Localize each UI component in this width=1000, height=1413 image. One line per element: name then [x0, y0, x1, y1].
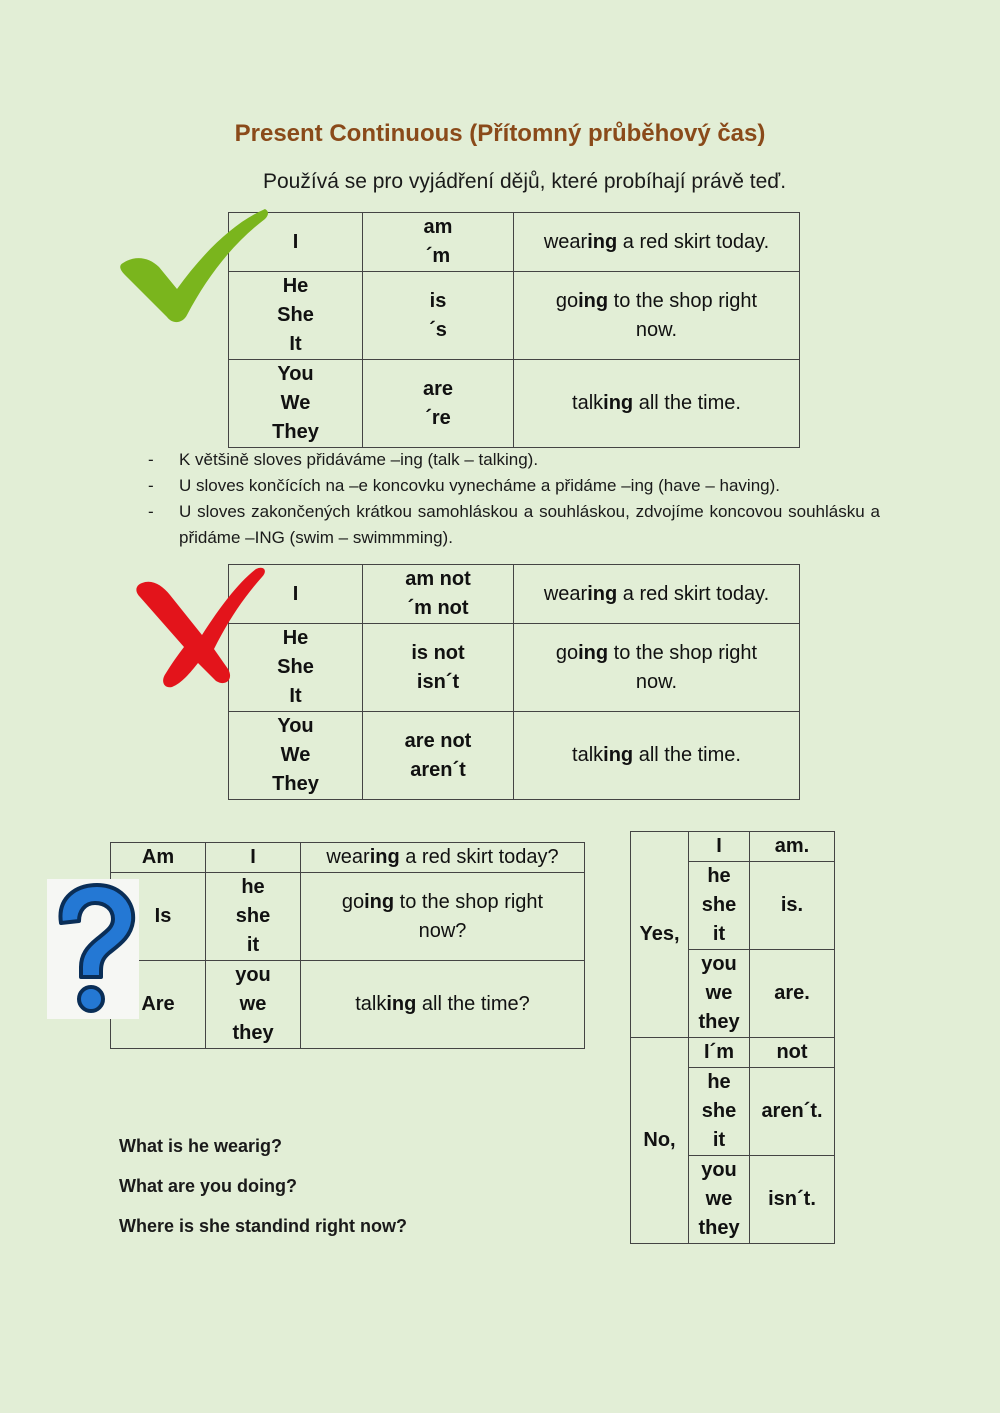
- phrase-rest: to the shop right: [394, 890, 544, 913]
- cell-line: ´re: [425, 406, 451, 429]
- ing-suffix: ing: [603, 392, 634, 414]
- phrase-text: [301, 888, 584, 946]
- subject-list: [206, 843, 300, 872]
- cell-line: am not: [405, 568, 471, 590]
- verb-list: [363, 375, 513, 433]
- cell-line: are: [422, 377, 454, 400]
- phrase-cell: [301, 843, 585, 873]
- cell-line: we: [239, 993, 267, 1015]
- cell-line: it: [712, 1129, 726, 1151]
- question-table: [110, 842, 585, 1049]
- phrase-cell: [301, 961, 585, 1049]
- cell-line: he: [241, 876, 265, 898]
- cell-line: are not: [404, 729, 472, 752]
- phrase-text: [301, 990, 584, 1019]
- affirmative-table: [228, 212, 800, 448]
- verb-stem: talk: [572, 744, 604, 766]
- cell-line: I: [292, 230, 299, 253]
- cell-line: We: [280, 744, 311, 766]
- verb-cell: not: [750, 1038, 835, 1068]
- cell-line: It: [289, 333, 302, 355]
- cell-line: she: [701, 1100, 737, 1122]
- green-check-icon: [115, 205, 270, 330]
- phrase-cell: [514, 213, 800, 272]
- page-subtitle: Používá se pro vyjádření dějů, které probíhají právě teď.: [263, 170, 787, 193]
- aux-cell: Is: [111, 873, 206, 961]
- verb-cell: are.: [750, 950, 835, 1038]
- subject-list: [206, 873, 300, 960]
- verb-stem: go: [555, 289, 579, 312]
- phrase-rest: a red skirt today?: [399, 846, 559, 868]
- aux-cell: Am: [111, 843, 206, 873]
- cell-line: I: [250, 846, 256, 868]
- verb-cell: [363, 712, 514, 800]
- rule-item: - K většině sloves přidáváme –ing (talk – talking).: [148, 450, 539, 469]
- red-cross-icon: [128, 563, 268, 688]
- subject-cell: [689, 1156, 750, 1244]
- verb-list: [363, 565, 513, 623]
- subject-cell: [689, 950, 750, 1038]
- phrase-cell: [514, 624, 800, 712]
- verb-cell: isn´t.: [750, 1156, 835, 1244]
- cell-line: They: [272, 421, 319, 443]
- ing-suffix: ing: [587, 230, 618, 253]
- cell-line: am: [423, 216, 453, 238]
- verb-stem: go: [341, 890, 365, 913]
- phrase-text: [514, 228, 799, 257]
- verb-stem: wear: [543, 230, 588, 253]
- verb-stem: wear: [326, 846, 370, 868]
- rule-item: - U sloves zakončených krátkou samohláskou a souhláskou, zdvojíme koncovou souhlásku a přidáme –ING (swim – swimmming).: [148, 502, 880, 547]
- phrase-text: [514, 287, 799, 345]
- verb-stem: talk: [355, 993, 387, 1015]
- cell-line: You: [277, 715, 314, 737]
- verb-list: [363, 213, 513, 271]
- phrase-rest: all the time.: [633, 392, 741, 414]
- cell-line: He: [282, 275, 309, 297]
- ing-suffix: ing: [369, 846, 400, 868]
- short-answers-table: [630, 831, 835, 1244]
- phrase-cell: [514, 360, 800, 448]
- phrase-cell: [514, 712, 800, 800]
- subject-cell: [689, 1038, 750, 1068]
- phrase-text: [514, 741, 799, 770]
- verb-list: [363, 727, 513, 785]
- cell-line: you: [235, 964, 271, 986]
- phrase-rest: a red skirt today.: [617, 230, 770, 253]
- yes-label: Yes,: [631, 832, 689, 1038]
- rules-list: [148, 447, 880, 551]
- phrase-rest: all the time?: [416, 993, 530, 1015]
- verb-stem: talk: [572, 392, 604, 414]
- phrase-line2: now.: [635, 318, 678, 341]
- rule-text: U sloves zakončených krátkou samohláskou a souhláskou, zdvojíme koncovou souhlásku a přidáme –ING (swim – swimmming).: [179, 502, 880, 547]
- cell-line: isn´t: [416, 670, 460, 693]
- subject-list: [689, 950, 749, 1037]
- verb-cell: [363, 360, 514, 448]
- cell-line: it: [246, 934, 260, 956]
- ing-suffix: ing: [364, 890, 395, 913]
- phrase-cell: [514, 565, 800, 624]
- ing-suffix: ing: [587, 582, 618, 605]
- cell-line: ´s: [429, 318, 447, 341]
- cell-line: I: [716, 835, 722, 857]
- verb-cell: is.: [750, 862, 835, 950]
- phrase-cell: [514, 272, 800, 360]
- cell-line: he: [707, 865, 731, 887]
- cell-line: I: [292, 582, 299, 605]
- verb-stem: wear: [543, 582, 588, 605]
- cell-line: ´m: [425, 245, 451, 267]
- verb-cell: aren´t.: [750, 1068, 835, 1156]
- rule-text: K většině sloves přidáváme –ing (talk – talking).: [179, 450, 539, 469]
- cell-line: She: [277, 656, 314, 678]
- verb-stem: go: [555, 641, 579, 664]
- phrase-text: [301, 843, 584, 872]
- cell-line: ´m not: [407, 597, 469, 619]
- cell-line: we: [705, 982, 733, 1004]
- subject-cell: [206, 873, 301, 961]
- phrase-text: [514, 389, 799, 418]
- cell-line: She: [277, 304, 314, 326]
- subject-list: [689, 1068, 749, 1155]
- subject-list: [689, 862, 749, 949]
- phrase-line2: now?: [418, 919, 467, 942]
- verb-cell: am.: [750, 832, 835, 862]
- phrase-rest: to the shop right: [608, 641, 758, 664]
- subject-list: [229, 712, 362, 799]
- cell-line: is: [429, 289, 447, 312]
- subject-cell: [689, 862, 750, 950]
- cell-line: they: [232, 1022, 274, 1044]
- cell-line: she: [235, 905, 271, 927]
- negative-table: [228, 564, 800, 800]
- subject-cell: [229, 712, 363, 800]
- ing-suffix: ing: [386, 993, 417, 1015]
- no-label: No,: [631, 1038, 689, 1244]
- subject-list: [206, 961, 300, 1048]
- ing-suffix: ing: [603, 744, 634, 766]
- practice-question: What are you doing?: [119, 1176, 297, 1196]
- practice-question: Where is she standind right now?: [119, 1216, 408, 1236]
- ing-suffix: ing: [578, 641, 609, 664]
- cell-line: He: [282, 627, 309, 649]
- verb-cell: [363, 213, 514, 272]
- cell-line: You: [277, 363, 314, 385]
- cell-line: you: [701, 953, 737, 975]
- subject-list: [229, 360, 362, 447]
- verb-list: [363, 639, 513, 697]
- subject-list: [689, 1156, 749, 1243]
- cell-line: They: [272, 773, 319, 795]
- phrase-rest: to the shop right: [608, 289, 758, 312]
- cell-line: aren´t: [410, 758, 466, 781]
- blue-question-mark-icon: [47, 879, 139, 1019]
- subject-list: [689, 1038, 749, 1067]
- rule-item: - U sloves končících na –e koncovku vynecháme a přidáme –ing (have – having).: [148, 476, 780, 495]
- cell-line: he: [707, 1071, 731, 1093]
- cell-line: you: [701, 1159, 737, 1181]
- rule-text: U sloves končících na –e koncovku vynecháme a přidáme –ing (have – having).: [179, 476, 780, 495]
- subject-cell: [689, 832, 750, 862]
- cell-line: it: [712, 923, 726, 945]
- phrase-cell: [301, 873, 585, 961]
- phrase-rest: all the time.: [633, 744, 741, 766]
- verb-cell: [363, 624, 514, 712]
- cell-line: we: [705, 1188, 733, 1210]
- cell-line: they: [698, 1217, 740, 1239]
- verb-cell: [363, 565, 514, 624]
- cell-line: they: [698, 1011, 740, 1033]
- verb-list: [363, 287, 513, 345]
- cell-line: We: [280, 392, 311, 414]
- phrase-text: [514, 580, 799, 609]
- cell-line: I´m: [704, 1041, 734, 1063]
- phrase-text: [514, 639, 799, 697]
- page-title: Present Continuous (Přítomný průběhový čas): [234, 120, 766, 147]
- cell-line: It: [289, 685, 302, 707]
- subject-cell: [206, 843, 301, 873]
- cell-line: she: [701, 894, 737, 916]
- subject-cell: [206, 961, 301, 1049]
- aux-cell: Are: [111, 961, 206, 1049]
- practice-question: What is he wearig?: [119, 1136, 283, 1156]
- cell-line: is not: [411, 641, 465, 664]
- subject-cell: [229, 360, 363, 448]
- ing-suffix: ing: [578, 289, 609, 312]
- phrase-line2: now.: [635, 670, 678, 693]
- subject-list: [689, 832, 749, 861]
- phrase-rest: a red skirt today.: [617, 582, 770, 605]
- subject-cell: [689, 1068, 750, 1156]
- verb-cell: [363, 272, 514, 360]
